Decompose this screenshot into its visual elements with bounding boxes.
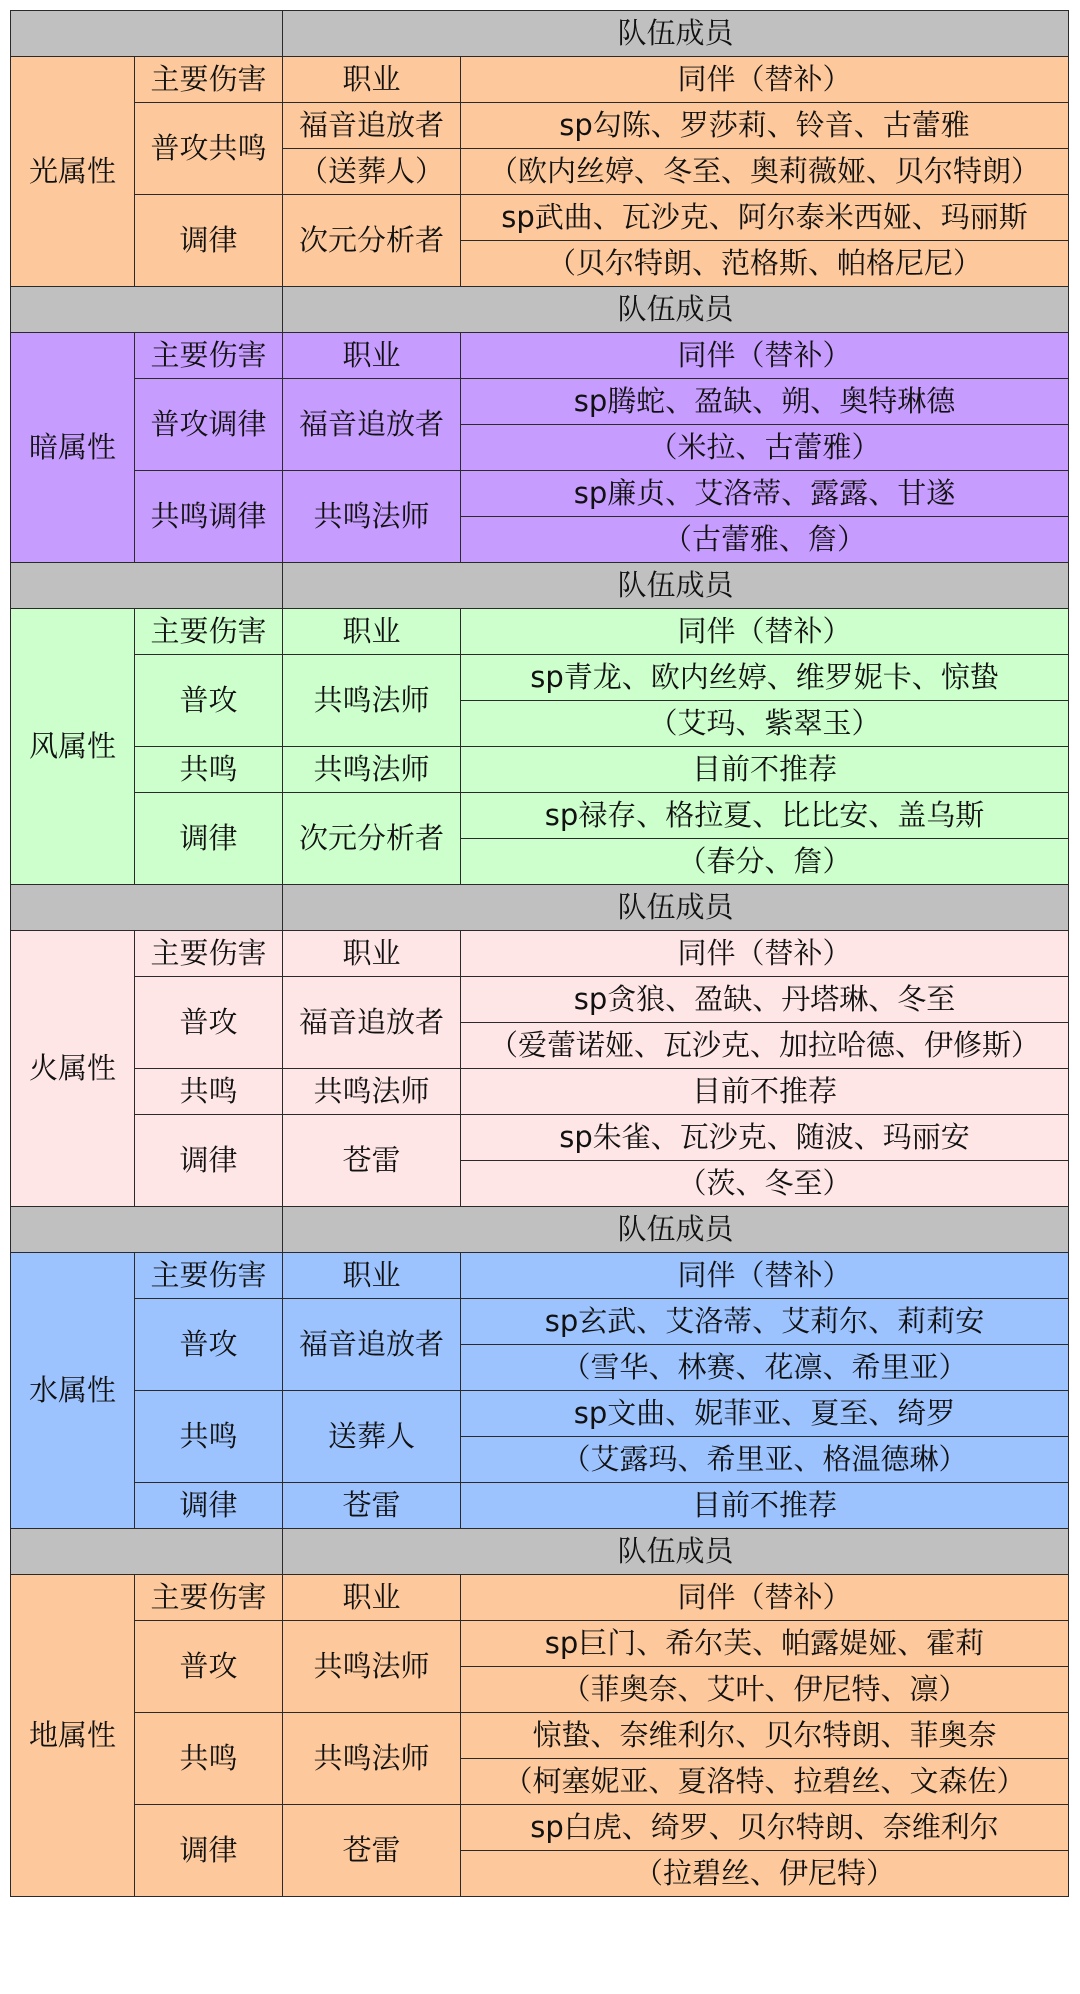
header-blank-cell bbox=[11, 1207, 283, 1253]
job-cell: 苍雷 bbox=[283, 1483, 461, 1529]
group-row bbox=[11, 1069, 1069, 1115]
attribute-label: 水属性 bbox=[11, 1253, 135, 1529]
companions-cell: sp巨门、希尔芙、帕露媞娅、霍莉 bbox=[461, 1621, 1069, 1667]
companions-cell: （爱蕾诺娅、瓦沙克、加拉哈德、伊修斯） bbox=[461, 1023, 1069, 1069]
column-heading-row bbox=[11, 1575, 1069, 1621]
damage-type-cell: 共鸣 bbox=[135, 1069, 283, 1115]
team-members-header: 队伍成员 bbox=[283, 287, 1069, 333]
job-cell: 共鸣法师 bbox=[283, 1621, 461, 1713]
job-cell: 共鸣法师 bbox=[283, 1069, 461, 1115]
damage-type-cell: 调律 bbox=[135, 195, 283, 287]
companions-cell: sp廉贞、艾洛蒂、露露、甘遂 bbox=[461, 471, 1069, 517]
job-extra-cell: （送葬人） bbox=[283, 149, 461, 195]
companions-cell: （拉碧丝、伊尼特） bbox=[461, 1851, 1069, 1897]
heading-main-damage: 主要伤害 bbox=[135, 57, 283, 103]
group-row bbox=[11, 1713, 1069, 1759]
damage-type-cell: 共鸣 bbox=[135, 747, 283, 793]
companions-cell: （柯塞妮亚、夏洛特、拉碧丝、文森佐） bbox=[461, 1759, 1069, 1805]
attribute-label: 火属性 bbox=[11, 931, 135, 1207]
attribute-label: 风属性 bbox=[11, 609, 135, 885]
heading-main-damage: 主要伤害 bbox=[135, 1253, 283, 1299]
team-members-header: 队伍成员 bbox=[283, 885, 1069, 931]
damage-type-cell: 普攻 bbox=[135, 977, 283, 1069]
group-row bbox=[11, 1391, 1069, 1437]
heading-job: 职业 bbox=[283, 931, 461, 977]
heading-main-damage: 主要伤害 bbox=[135, 931, 283, 977]
column-heading-row bbox=[11, 609, 1069, 655]
damage-type-cell: 调律 bbox=[135, 1805, 283, 1897]
section-header-row bbox=[11, 885, 1069, 931]
damage-type-cell: 共鸣 bbox=[135, 1713, 283, 1805]
job-cell: 共鸣法师 bbox=[283, 1713, 461, 1805]
companions-cell: sp青龙、欧内丝婷、维罗妮卡、惊蛰 bbox=[461, 655, 1069, 701]
damage-type-cell: 共鸣调律 bbox=[135, 471, 283, 563]
column-heading-row bbox=[11, 333, 1069, 379]
section-header-row bbox=[11, 11, 1069, 57]
companions-cell: sp白虎、绮罗、贝尔特朗、奈维利尔 bbox=[461, 1805, 1069, 1851]
companions-cell: （雪华、林赛、花凛、希里亚） bbox=[461, 1345, 1069, 1391]
team-members-header: 队伍成员 bbox=[283, 1207, 1069, 1253]
companions-cell: 目前不推荐 bbox=[461, 747, 1069, 793]
team-composition-table bbox=[10, 10, 1069, 1897]
group-row bbox=[11, 379, 1069, 425]
section-header-row bbox=[11, 1207, 1069, 1253]
group-row bbox=[11, 977, 1069, 1023]
attribute-label: 暗属性 bbox=[11, 333, 135, 563]
companions-cell: （米拉、古蕾雅） bbox=[461, 425, 1069, 471]
group-row bbox=[11, 655, 1069, 701]
team-members-header: 队伍成员 bbox=[283, 1529, 1069, 1575]
job-cell: 共鸣法师 bbox=[283, 471, 461, 563]
header-blank-cell bbox=[11, 287, 283, 333]
companions-cell: （艾露玛、希里亚、格温德琳） bbox=[461, 1437, 1069, 1483]
damage-type-cell: 普攻 bbox=[135, 655, 283, 747]
companions-cell: sp文曲、妮菲亚、夏至、绮罗 bbox=[461, 1391, 1069, 1437]
group-row bbox=[11, 1115, 1069, 1161]
heading-job: 职业 bbox=[283, 609, 461, 655]
companions-cell: sp武曲、瓦沙克、阿尔泰米西娅、玛丽斯 bbox=[461, 195, 1069, 241]
team-members-header: 队伍成员 bbox=[283, 563, 1069, 609]
companions-cell: （菲奥奈、艾叶、伊尼特、凛） bbox=[461, 1667, 1069, 1713]
heading-companions: 同伴（替补） bbox=[461, 1253, 1069, 1299]
heading-companions: 同伴（替补） bbox=[461, 333, 1069, 379]
companions-cell: sp勾陈、罗莎莉、铃音、古蕾雅 bbox=[461, 103, 1069, 149]
job-cell: 苍雷 bbox=[283, 1115, 461, 1207]
section-header-row bbox=[11, 563, 1069, 609]
section-header-row bbox=[11, 1529, 1069, 1575]
damage-type-cell: 普攻调律 bbox=[135, 379, 283, 471]
header-blank-cell bbox=[11, 563, 283, 609]
group-row bbox=[11, 793, 1069, 839]
job-cell: 福音追放者 bbox=[283, 379, 461, 471]
heading-job: 职业 bbox=[283, 1253, 461, 1299]
job-cell: 送葬人 bbox=[283, 1391, 461, 1483]
job-cell: 共鸣法师 bbox=[283, 655, 461, 747]
companions-cell: 目前不推荐 bbox=[461, 1069, 1069, 1115]
attribute-label: 地属性 bbox=[11, 1575, 135, 1897]
companions-cell: 目前不推荐 bbox=[461, 1483, 1069, 1529]
damage-type-cell: 调律 bbox=[135, 1483, 283, 1529]
job-cell: 共鸣法师 bbox=[283, 747, 461, 793]
group-row bbox=[11, 1299, 1069, 1345]
column-heading-row bbox=[11, 1253, 1069, 1299]
companions-cell: sp玄武、艾洛蒂、艾莉尔、莉莉安 bbox=[461, 1299, 1069, 1345]
heading-job: 职业 bbox=[283, 333, 461, 379]
damage-type-cell: 普攻 bbox=[135, 1299, 283, 1391]
attribute-label: 光属性 bbox=[11, 57, 135, 287]
group-row bbox=[11, 103, 1069, 149]
heading-main-damage: 主要伤害 bbox=[135, 333, 283, 379]
group-row bbox=[11, 195, 1069, 241]
companions-cell: sp腾蛇、盈缺、朔、奥特琳德 bbox=[461, 379, 1069, 425]
companions-cell: sp朱雀、瓦沙克、随波、玛丽安 bbox=[461, 1115, 1069, 1161]
job-cell: 次元分析者 bbox=[283, 793, 461, 885]
heading-companions: 同伴（替补） bbox=[461, 57, 1069, 103]
companions-cell: （古蕾雅、詹） bbox=[461, 517, 1069, 563]
group-row bbox=[11, 1483, 1069, 1529]
companions-cell: （茨、冬至） bbox=[461, 1161, 1069, 1207]
damage-type-cell: 共鸣 bbox=[135, 1391, 283, 1483]
companions-cell: （艾玛、紫翠玉） bbox=[461, 701, 1069, 747]
companions-cell: 惊蛰、奈维利尔、贝尔特朗、菲奥奈 bbox=[461, 1713, 1069, 1759]
heading-main-damage: 主要伤害 bbox=[135, 609, 283, 655]
heading-companions: 同伴（替补） bbox=[461, 931, 1069, 977]
job-cell: 福音追放者 bbox=[283, 977, 461, 1069]
damage-type-cell: 调律 bbox=[135, 793, 283, 885]
damage-type-cell: 普攻共鸣 bbox=[135, 103, 283, 195]
companions-cell: sp贪狼、盈缺、丹塔琳、冬至 bbox=[461, 977, 1069, 1023]
group-row bbox=[11, 1621, 1069, 1667]
heading-job: 职业 bbox=[283, 57, 461, 103]
companions-cell: （贝尔特朗、范格斯、帕格尼尼） bbox=[461, 241, 1069, 287]
damage-type-cell: 调律 bbox=[135, 1115, 283, 1207]
column-heading-row bbox=[11, 57, 1069, 103]
job-cell: 福音追放者 bbox=[283, 1299, 461, 1391]
companions-cell: sp禄存、格拉夏、比比安、盖乌斯 bbox=[461, 793, 1069, 839]
header-blank-cell bbox=[11, 1529, 283, 1575]
heading-companions: 同伴（替补） bbox=[461, 609, 1069, 655]
job-cell: 次元分析者 bbox=[283, 195, 461, 287]
job-cell: 苍雷 bbox=[283, 1805, 461, 1897]
heading-companions: 同伴（替补） bbox=[461, 1575, 1069, 1621]
companions-cell: （欧内丝婷、冬至、奥莉薇娅、贝尔特朗） bbox=[461, 149, 1069, 195]
section-header-row bbox=[11, 287, 1069, 333]
header-blank-cell bbox=[11, 11, 283, 57]
team-members-header: 队伍成员 bbox=[283, 11, 1069, 57]
heading-job: 职业 bbox=[283, 1575, 461, 1621]
job-cell: 福音追放者 bbox=[283, 103, 461, 149]
group-row bbox=[11, 471, 1069, 517]
damage-type-cell: 普攻 bbox=[135, 1621, 283, 1713]
column-heading-row bbox=[11, 931, 1069, 977]
companions-cell: （春分、詹） bbox=[461, 839, 1069, 885]
heading-main-damage: 主要伤害 bbox=[135, 1575, 283, 1621]
header-blank-cell bbox=[11, 885, 283, 931]
group-row bbox=[11, 1805, 1069, 1851]
group-row bbox=[11, 747, 1069, 793]
